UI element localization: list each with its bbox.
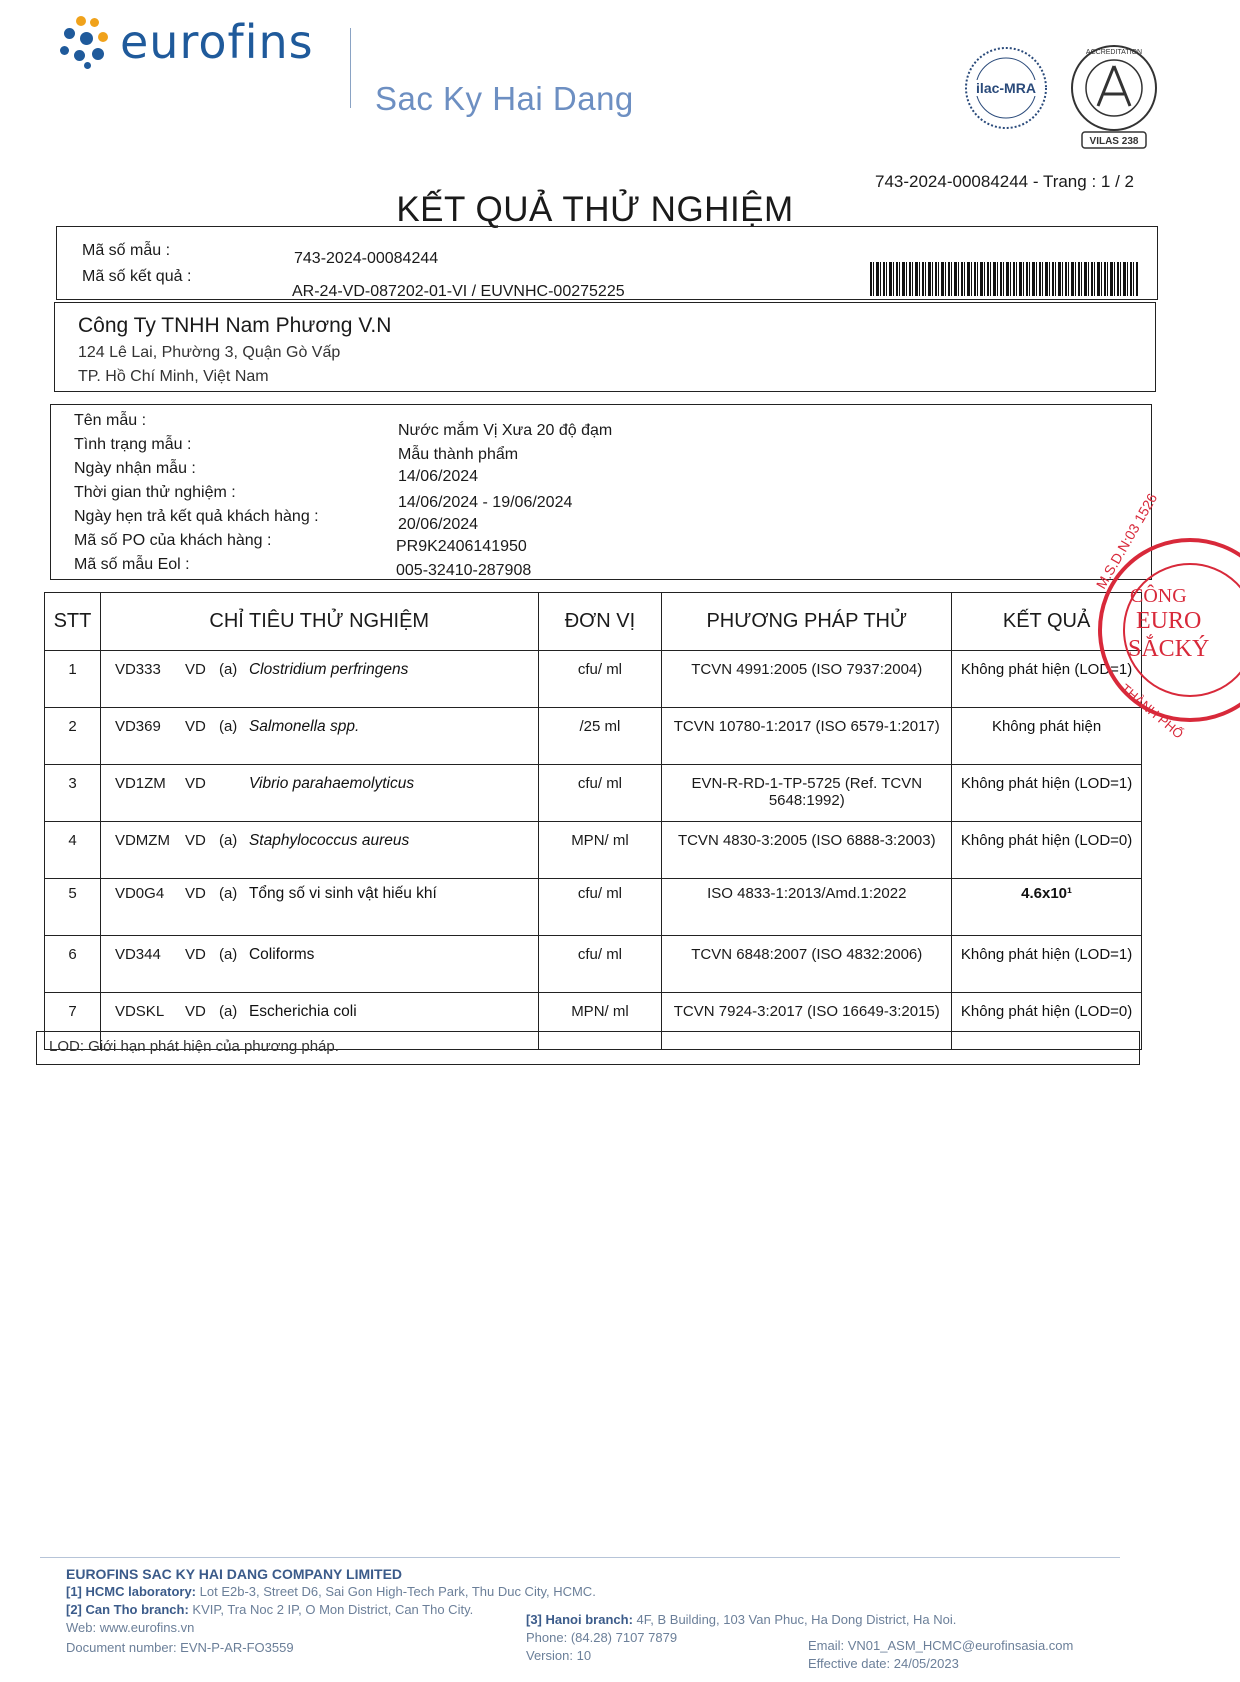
info-label: Mã số PO của khách hàng : bbox=[74, 532, 272, 549]
sample-no: 743-2024-00084244 bbox=[294, 250, 439, 267]
lod-note: LOD: Giới hạn phát hiện của phương pháp. bbox=[36, 1031, 1140, 1065]
row-indicator bbox=[100, 822, 538, 879]
indicator-name: Vibrio parahaemolyticus bbox=[248, 775, 415, 792]
footer-phone: Phone: (84.28) 7107 7879 bbox=[526, 1630, 678, 1645]
boa-logo bbox=[1068, 44, 1160, 152]
client-address-line2: TP. Hồ Chí Minh, Việt Nam bbox=[78, 368, 269, 385]
indicator-vd: VD bbox=[184, 885, 206, 902]
row-stt: 7 bbox=[45, 993, 101, 1050]
col-stt-header: STT bbox=[45, 593, 101, 651]
footer-cantho bbox=[66, 1602, 473, 1617]
table-row bbox=[45, 822, 1142, 879]
row-indicator bbox=[100, 936, 538, 993]
row-method: TCVN 4830-3:2005 (ISO 6888-3:2003) bbox=[662, 822, 952, 879]
row-stt: 3 bbox=[45, 765, 101, 822]
info-label: Tình trạng mẫu : bbox=[74, 436, 192, 453]
row-method: TCVN 6848:2007 (ISO 4832:2006) bbox=[662, 936, 952, 993]
eurofins-dots-icon bbox=[56, 14, 114, 70]
footer-web: Web: www.eurofins.vn bbox=[66, 1620, 195, 1635]
indicator-code: VDSKL bbox=[114, 1003, 165, 1020]
row-result: Không phát hiện (LOD=0) bbox=[952, 822, 1142, 879]
indicator-code: VD0G4 bbox=[114, 885, 165, 902]
info-value: Mẫu thành phẩm bbox=[398, 446, 519, 463]
row-unit: cfu/ ml bbox=[538, 765, 662, 822]
footer-effective-date: Effective date: 24/05/2023 bbox=[808, 1656, 959, 1671]
row-method: TCVN 4991:2005 (ISO 7937:2004) bbox=[662, 651, 952, 708]
table-row bbox=[45, 936, 1142, 993]
table-row bbox=[45, 765, 1142, 822]
svg-text:THÀNH PHỐ: THÀNH PHỐ bbox=[1118, 680, 1187, 742]
indicator-name: Salmonella spp. bbox=[248, 718, 360, 735]
accreditation-mark: (a) bbox=[218, 885, 238, 902]
indicator-name: Escherichia coli bbox=[248, 1003, 357, 1020]
table-row bbox=[45, 651, 1142, 708]
footer-cantho-address: KVIP, Tra Noc 2 IP, O Mon District, Can Tho City. bbox=[192, 1602, 474, 1617]
ilac-mra-logo bbox=[962, 44, 1050, 132]
row-result: Không phát hiện (LOD=0) bbox=[952, 993, 1142, 1050]
row-stt: 2 bbox=[45, 708, 101, 765]
info-value: 14/06/2024 bbox=[398, 468, 479, 485]
info-label: Ngày hẹn trả kết quả khách hàng : bbox=[74, 508, 319, 525]
sample-no-label: Mã số mẫu : bbox=[82, 242, 171, 259]
indicator-code: VDMZM bbox=[114, 832, 170, 849]
table-header-row bbox=[45, 593, 1142, 651]
svg-text:ACCREDITATION: ACCREDITATION bbox=[1085, 49, 1143, 56]
row-stt: 5 bbox=[45, 879, 101, 936]
footer-company: EUROFINS SAC KY HAI DANG COMPANY LIMITED bbox=[66, 1566, 403, 1582]
col-unit-header: ĐƠN VỊ bbox=[538, 593, 662, 651]
indicator-code: VD1ZM bbox=[114, 775, 166, 792]
row-result: 4.6x10¹ bbox=[952, 879, 1142, 936]
ilac-label: ilac-MRA bbox=[976, 80, 1036, 96]
indicator-code: VD344 bbox=[114, 946, 161, 963]
accreditation-mark: (a) bbox=[218, 1003, 238, 1020]
results-table bbox=[44, 592, 1142, 1050]
indicator-vd: VD bbox=[184, 775, 206, 792]
accreditation-mark: (a) bbox=[218, 946, 238, 963]
brand-name: eurofins bbox=[120, 15, 314, 69]
client-name: Công Ty TNHH Nam Phương V.N bbox=[78, 314, 392, 337]
row-indicator bbox=[100, 708, 538, 765]
indicator-vd: VD bbox=[184, 661, 206, 678]
svg-text:EURO: EURO bbox=[1136, 608, 1202, 634]
indicator-name: Coliforms bbox=[248, 946, 315, 963]
indicator-name: Tổng số vi sinh vật hiếu khí bbox=[248, 885, 437, 902]
col-method-header: PHƯƠNG PHÁP THỬ bbox=[662, 593, 952, 651]
accreditation-mark: (a) bbox=[218, 661, 238, 678]
header-divider bbox=[350, 28, 351, 108]
indicator-vd: VD bbox=[184, 718, 206, 735]
row-method: ISO 4833-1:2013/Amd.1:2022 bbox=[662, 879, 952, 936]
footer-cantho-label: [2] Can Tho branch: bbox=[66, 1602, 189, 1617]
eurofins-logo bbox=[56, 14, 314, 70]
accreditation-mark: (a) bbox=[218, 832, 238, 849]
row-stt: 6 bbox=[45, 936, 101, 993]
table-row bbox=[45, 708, 1142, 765]
row-result: Không phát hiện (LOD=1) bbox=[952, 765, 1142, 822]
vilas-label: VILAS 238 bbox=[1089, 136, 1139, 147]
row-indicator bbox=[100, 765, 538, 822]
footer-hanoi-label: [3] Hanoi branch: bbox=[526, 1612, 633, 1627]
row-unit: /25 ml bbox=[538, 708, 662, 765]
page-title: KẾT QUẢ THỬ NGHIỆM bbox=[396, 190, 794, 229]
info-label: Tên mẫu : bbox=[74, 412, 147, 429]
row-method: TCVN 7924-3:2017 (ISO 16649-3:2015) bbox=[662, 993, 952, 1050]
svg-text:M.S.D.N:03 1526: M.S.D.N:03 1526 bbox=[1092, 490, 1161, 592]
footer-version: Version: 10 bbox=[526, 1648, 592, 1663]
footer-divider bbox=[40, 1557, 1120, 1558]
svg-text:CÔNG: CÔNG bbox=[1130, 585, 1187, 607]
footer-email: Email: VN01_ASM_HCMC@eurofinsasia.com bbox=[808, 1638, 1074, 1653]
footer-doc-number: Document number: EVN-P-AR-FO3559 bbox=[66, 1640, 294, 1655]
company-stamp bbox=[1090, 490, 1240, 742]
info-label: Thời gian thử nghiệm : bbox=[74, 484, 236, 501]
col-indicator-header: CHỈ TIÊU THỬ NGHIỆM bbox=[100, 593, 538, 651]
result-no-label: Mã số kết quả : bbox=[82, 268, 192, 285]
row-result: Không phát hiện bbox=[952, 708, 1142, 765]
svg-text:SẮCKÝ: SẮCKÝ bbox=[1128, 636, 1210, 662]
row-unit: cfu/ ml bbox=[538, 879, 662, 936]
row-method: EVN-R-RD-1-TP-5725 (Ref. TCVN 5648:1992) bbox=[662, 765, 952, 822]
row-result: Không phát hiện (LOD=1) bbox=[952, 936, 1142, 993]
barcode bbox=[870, 262, 1138, 296]
info-value: PR9K2406141950 bbox=[396, 538, 527, 555]
indicator-code: VD369 bbox=[114, 718, 161, 735]
info-value: Nước mắm Vị Xưa 20 độ đạm bbox=[398, 422, 613, 439]
indicator-code: VD333 bbox=[114, 661, 161, 678]
indicator-vd: VD bbox=[184, 946, 206, 963]
sub-brand: Sac Ky Hai Dang bbox=[375, 80, 634, 117]
indicator-name: Staphylococcus aureus bbox=[248, 832, 410, 849]
row-unit: cfu/ ml bbox=[538, 651, 662, 708]
row-indicator bbox=[100, 651, 538, 708]
info-value: 20/06/2024 bbox=[398, 516, 479, 533]
page-reference: 743-2024-00084244 - Trang : 1 / 2 bbox=[875, 172, 1134, 191]
row-method: TCVN 10780-1:2017 (ISO 6579-1:2017) bbox=[662, 708, 952, 765]
row-stt: 1 bbox=[45, 651, 101, 708]
row-unit: cfu/ ml bbox=[538, 936, 662, 993]
info-label: Ngày nhận mẫu : bbox=[74, 460, 196, 477]
footer-hanoi bbox=[526, 1612, 956, 1627]
row-indicator bbox=[100, 879, 538, 936]
accreditation-mark: (a) bbox=[218, 718, 238, 735]
info-value: 005-32410-287908 bbox=[396, 562, 532, 579]
indicator-name: Clostridium perfringens bbox=[248, 661, 409, 678]
table-row bbox=[45, 879, 1142, 936]
result-no: AR-24-VD-087202-01-VI / EUVNHC-00275225 bbox=[292, 283, 625, 300]
client-address-line1: 124 Lê Lai, Phường 3, Quận Gò Vấp bbox=[78, 344, 341, 361]
row-unit: MPN/ ml bbox=[538, 993, 662, 1050]
indicator-vd: VD bbox=[184, 1003, 206, 1020]
footer-hcmc bbox=[66, 1584, 596, 1599]
row-result: Không phát hiện (LOD=1) bbox=[952, 651, 1142, 708]
footer-hcmc-address: Lot E2b-3, Street D6, Sai Gon High-Tech Park, Thu Duc City, HCMC. bbox=[199, 1584, 596, 1599]
footer-hcmc-label: [1] HCMC laboratory: bbox=[66, 1584, 197, 1599]
row-unit: MPN/ ml bbox=[538, 822, 662, 879]
info-value: 14/06/2024 - 19/06/2024 bbox=[398, 494, 573, 511]
footer-hanoi-address: 4F, B Building, 103 Van Phuc, Ha Dong District, Ha Noi. bbox=[636, 1612, 957, 1627]
row-stt: 4 bbox=[45, 822, 101, 879]
col-result-header: KẾT QUẢ bbox=[952, 593, 1142, 651]
indicator-vd: VD bbox=[184, 832, 206, 849]
info-label: Mã số mẫu Eol : bbox=[74, 556, 190, 573]
